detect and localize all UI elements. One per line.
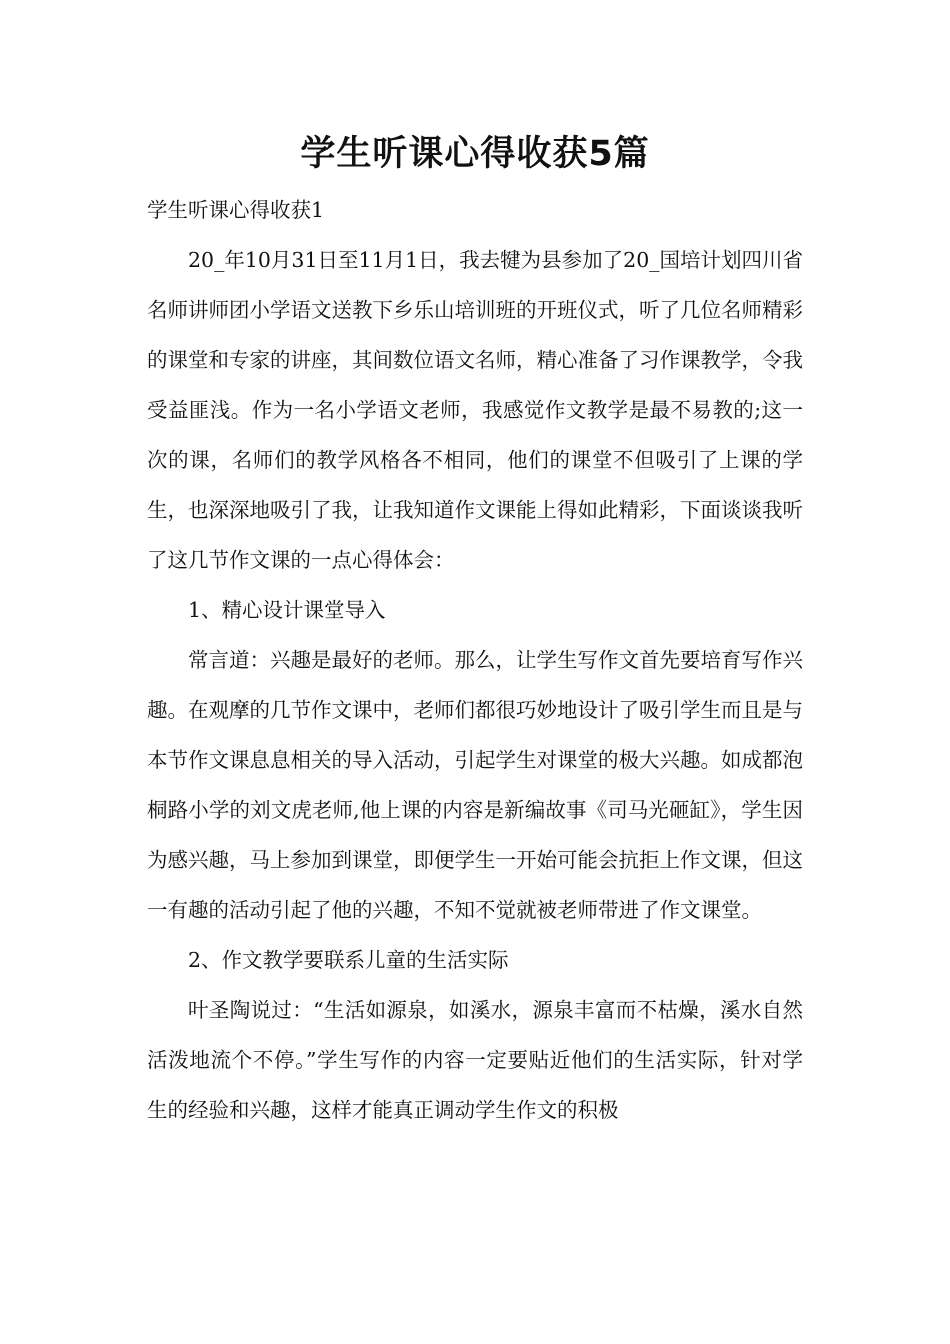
section-heading-2: 2、作文教学要联系儿童的生活实际 bbox=[188, 948, 509, 972]
paragraph-intro: 20_年10月31日至11月1日，我去犍为县参加了20_国培计划四川省名师讲师团小学语文送教下乡乐山培训班的开班仪式，听了几位名师精彩的课堂和专家的讲座，其间数位语文名师，精心准备了习作课教学，令我受益匪浅。作为一名小学语文老师，我感觉作文教学是最不易教的;这一次的课，名师们的教学风格各不相同，他们的课堂不但吸引了上课的学生，也深深地吸引了我，让我知道作文课能上得如此精彩，下面谈谈我听了这几节作文课的一点心得体会： bbox=[147, 248, 803, 572]
section-subtitle: 学生听课心得收获1 bbox=[147, 198, 325, 222]
paragraph-life: 叶圣陶说过：“生活如源泉，如溪水，源泉丰富而不枯燥，溪水自然活泼地流个不停。”学生写作的内容一定要贴近他们的生活实际，针对学生的经验和兴趣，这样才能真正调动学生作文的积极 bbox=[147, 998, 803, 1122]
document-body bbox=[147, 185, 803, 1135]
section-heading-1: 1、精心设计课堂导入 bbox=[188, 598, 386, 622]
document-title: 学生听课心得收获5篇 bbox=[300, 134, 650, 174]
paragraph-interest: 常言道：兴趣是最好的老师。那么，让学生写作文首先要培育写作兴趣。在观摩的几节作文课中，老师们都很巧妙地设计了吸引学生而且是与本节作文课息息相关的导入活动，引起学生对课堂的极大兴趣。如成都泡桐路小学的刘文虎老师,他上课的内容是新编故事《司马光砸缸》，学生因为感兴趣，马上参加到课堂，即便学生一开始可能会抗拒上作文课，但这一有趣的活动引起了他的兴趣，不知不觉就被老师带进了作文课堂。 bbox=[147, 648, 803, 922]
